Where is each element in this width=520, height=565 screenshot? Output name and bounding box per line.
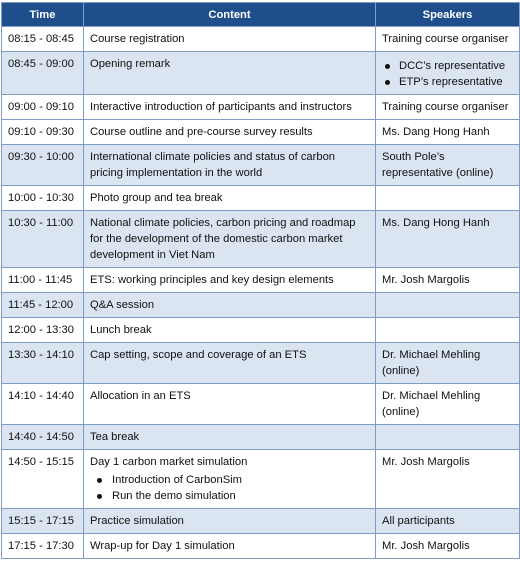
speakers-cell: [376, 186, 520, 211]
time-cell: 09:00 - 09:10: [2, 95, 84, 120]
content-cell: Photo group and tea break: [84, 186, 376, 211]
content-bullet-text: Run the demo simulation: [112, 490, 236, 502]
speakers-cell: Mr. Josh Margolis: [376, 534, 520, 559]
content-text: Day 1 carbon market simulation: [90, 456, 248, 468]
time-cell: 14:10 - 14:40: [2, 384, 84, 425]
content-column-header: Content: [84, 3, 376, 27]
time-cell: 08:15 - 08:45: [2, 27, 84, 52]
content-cell: Practice simulation: [84, 509, 376, 534]
content-cell: Wrap-up for Day 1 simulation: [84, 534, 376, 559]
content-cell: Opening remark: [84, 52, 376, 95]
speakers-cell: Training course organiser: [376, 95, 520, 120]
table-row: [2, 509, 520, 534]
bullet-icon: [97, 494, 102, 499]
content-cell: Course registration: [84, 27, 376, 52]
content-cell: [84, 450, 376, 509]
content-cell: Course outline and pre-course survey results: [84, 120, 376, 145]
time-cell: 10:00 - 10:30: [2, 186, 84, 211]
speakers-cell: [376, 52, 520, 95]
time-cell: 10:30 - 11:00: [2, 211, 84, 268]
content-bullet-text: Introduction of CarbonSim: [112, 474, 242, 486]
time-cell: 14:50 - 15:15: [2, 450, 84, 509]
time-cell: 15:15 - 17:15: [2, 509, 84, 534]
table-row: [2, 384, 520, 425]
content-cell: International climate policies and status of carbon pricing implementation in the world: [84, 145, 376, 186]
time-cell: 09:10 - 09:30: [2, 120, 84, 145]
content-cell: Allocation in an ETS: [84, 384, 376, 425]
time-cell: 12:00 - 13:30: [2, 318, 84, 343]
time-cell: 11:45 - 12:00: [2, 293, 84, 318]
time-cell: 11:00 - 11:45: [2, 268, 84, 293]
table-row: [2, 27, 520, 52]
table-row: [2, 534, 520, 559]
speaker-bullet-list: [382, 58, 513, 90]
speakers-cell: Mr. Josh Margolis: [376, 268, 520, 293]
time-cell: 17:15 - 17:30: [2, 534, 84, 559]
speakers-cell: South Pole’s representative (online): [376, 145, 520, 186]
list-item: [90, 488, 369, 504]
table-row: [2, 95, 520, 120]
bullet-icon: [385, 80, 390, 85]
content-cell: National climate policies, carbon pricing and roadmap for the development of the domestic carbon market development in Viet Nam: [84, 211, 376, 268]
table-row: [2, 211, 520, 268]
speakers-cell: Training course organiser: [376, 27, 520, 52]
speaker-bullet-text: ETP’s representative: [399, 76, 503, 88]
table-row: [2, 343, 520, 384]
table-row: [2, 318, 520, 343]
table-row: [2, 120, 520, 145]
content-cell: Q&A session: [84, 293, 376, 318]
list-item: [90, 472, 369, 488]
speakers-cell: Ms. Dang Hong Hanh: [376, 120, 520, 145]
table-row: [2, 268, 520, 293]
list-item: [382, 58, 513, 74]
time-column-header: Time: [2, 3, 84, 27]
content-bullet-list: [90, 472, 369, 504]
time-cell: 09:30 - 10:00: [2, 145, 84, 186]
list-item: [382, 74, 513, 90]
table-row: [2, 450, 520, 509]
speakers-cell: All participants: [376, 509, 520, 534]
agenda-table: [1, 2, 520, 559]
table-row: [2, 52, 520, 95]
bullet-icon: [385, 64, 390, 69]
speakers-cell: Ms. Dang Hong Hanh: [376, 211, 520, 268]
content-cell: Lunch break: [84, 318, 376, 343]
table-row: [2, 145, 520, 186]
content-cell: Interactive introduction of participants and instructors: [84, 95, 376, 120]
content-cell: ETS: working principles and key design elements: [84, 268, 376, 293]
speaker-bullet-text: DCC’s representative: [399, 60, 506, 72]
speakers-cell: [376, 425, 520, 450]
table-row: [2, 293, 520, 318]
content-cell: Cap setting, scope and coverage of an ETS: [84, 343, 376, 384]
time-cell: 13:30 - 14:10: [2, 343, 84, 384]
speakers-cell: Mr. Josh Margolis: [376, 450, 520, 509]
table-header: [2, 3, 520, 27]
speakers-cell: Dr. Michael Mehling (online): [376, 343, 520, 384]
time-cell: 08:45 - 09:00: [2, 52, 84, 95]
speakers-cell: [376, 293, 520, 318]
bullet-icon: [97, 478, 102, 483]
content-cell: Tea break: [84, 425, 376, 450]
speakers-cell: [376, 318, 520, 343]
table-row: [2, 425, 520, 450]
speakers-cell: Dr. Michael Mehling (online): [376, 384, 520, 425]
table-row: [2, 186, 520, 211]
time-cell: 14:40 - 14:50: [2, 425, 84, 450]
speakers-column-header: Speakers: [376, 3, 520, 27]
